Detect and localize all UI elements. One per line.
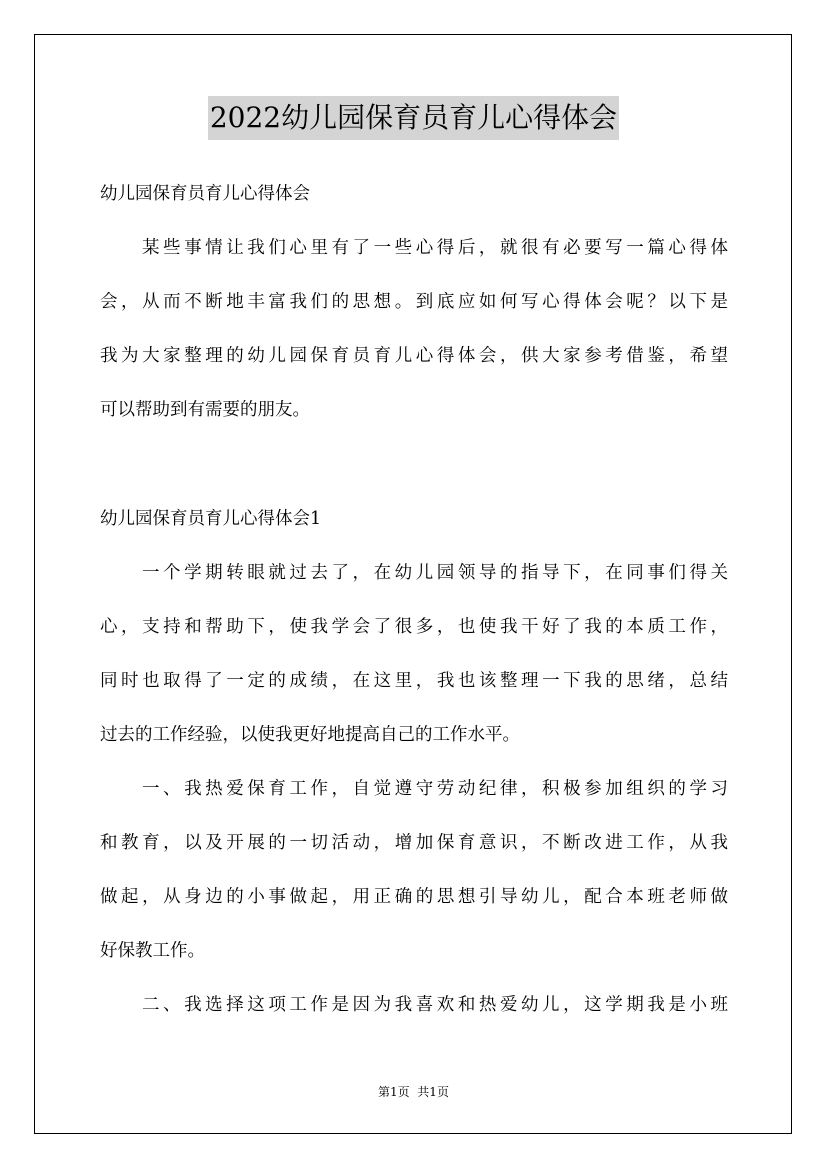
document-title: 2022幼儿园保育员育儿心得体会 xyxy=(208,96,619,140)
title-container xyxy=(0,96,827,140)
document-subtitle: 幼儿园保育员育儿心得体会 xyxy=(100,184,310,204)
paragraph-line: 同时也取得了一定的成绩，在这里，我也该整理一下我的思绪，总结 xyxy=(100,671,728,691)
paragraph-line: 二、我选择这项工作是因为我喜欢和热爱幼儿，这学期我是小班 xyxy=(142,995,728,1015)
paragraph-line: 过去的工作经验，以使我更好地提高自己的工作水平。 xyxy=(100,725,520,745)
paragraph-line: 心，支持和帮助下，使我学会了很多，也使我干好了我的本质工作， xyxy=(100,617,728,637)
paragraph-line: 好保教工作。 xyxy=(100,941,205,961)
intro-line: 可以帮助到有需要的朋友。 xyxy=(100,400,310,420)
intro-line: 我为大家整理的幼儿园保育员育儿心得体会，供大家参考借鉴，希望 xyxy=(100,346,728,366)
paragraph-line: 一个学期转眼就过去了，在幼儿园领导的指导下，在同事们得关 xyxy=(142,563,728,583)
intro-line: 会，从而不断地丰富我们的思想。到底应如何写心得体会呢？以下是 xyxy=(100,292,728,312)
page-number: 第1页 共1页 xyxy=(378,1085,449,1099)
section-heading: 幼儿园保育员育儿心得体会1 xyxy=(100,509,322,529)
paragraph-line: 一、我热爱保育工作，自觉遵守劳动纪律，积极参加组织的学习 xyxy=(142,779,728,799)
intro-line: 某些事情让我们心里有了一些心得后，就很有必要写一篇心得体 xyxy=(142,238,728,258)
paragraph-line: 做起，从身边的小事做起，用正确的思想引导幼儿，配合本班老师做 xyxy=(100,887,728,907)
paragraph-line: 和教育，以及开展的一切活动，增加保育意识，不断改进工作，从我 xyxy=(100,833,728,853)
